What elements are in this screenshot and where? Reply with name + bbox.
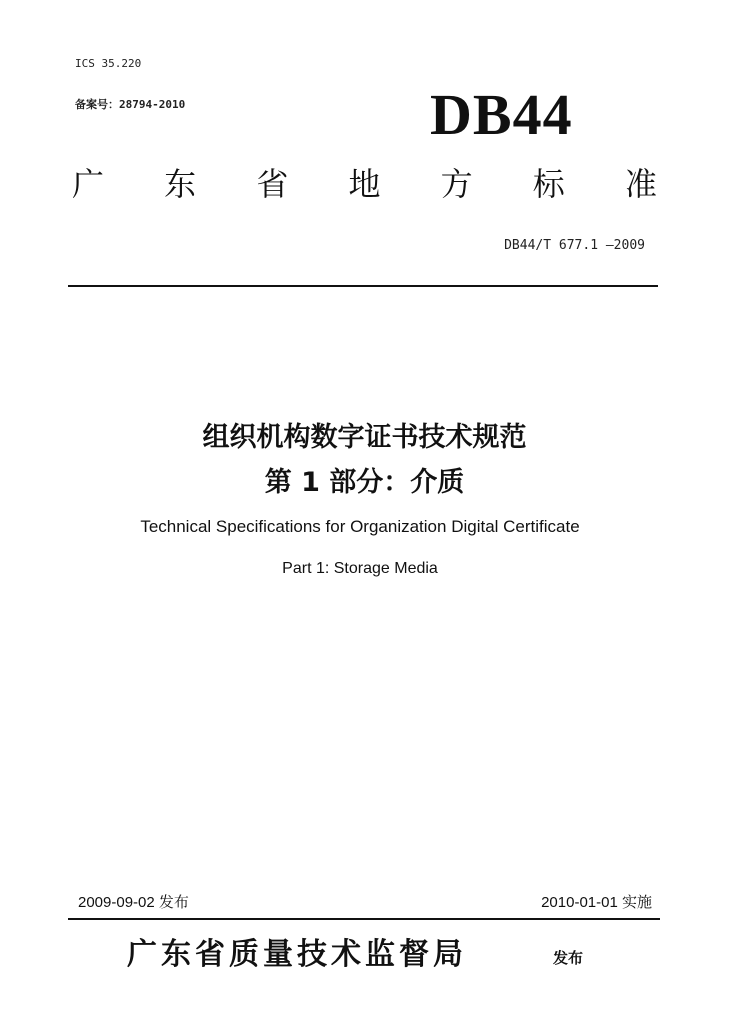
standard-code-logo: DB44 bbox=[430, 82, 573, 147]
authority-char: 地 bbox=[348, 165, 381, 203]
authority-char: 省 bbox=[256, 165, 289, 203]
title-english: Technical Specifications for Organization Digital Certificate bbox=[140, 517, 580, 536]
standard-number: DB44/T 677.1 —2009 bbox=[504, 238, 645, 253]
issue-date: 2009-09-02 发布 bbox=[78, 894, 189, 911]
authority-char: 东 bbox=[164, 165, 197, 203]
implementation-date: 2010-01-01 实施 bbox=[541, 894, 652, 911]
publisher-name: 广东省质量技术监督局 bbox=[127, 937, 467, 972]
standard-authority-heading bbox=[72, 165, 657, 203]
authority-char: 标 bbox=[532, 165, 565, 203]
bottom-divider bbox=[68, 918, 660, 920]
subtitle-english: Part 1: Storage Media bbox=[282, 560, 438, 577]
authority-char: 方 bbox=[440, 165, 473, 203]
ics-code: ICS 35.220 bbox=[75, 57, 142, 70]
publish-label: 发布 bbox=[553, 949, 584, 967]
authority-char: 广 bbox=[72, 165, 105, 203]
authority-char: 准 bbox=[624, 165, 657, 203]
title-chinese: 组织机构数字证书技术规范 bbox=[202, 422, 527, 453]
filing-number: 备案号：28794-2010 bbox=[75, 98, 186, 111]
top-divider bbox=[68, 285, 658, 287]
subtitle-chinese: 第 1 部分：介质 bbox=[264, 467, 465, 498]
